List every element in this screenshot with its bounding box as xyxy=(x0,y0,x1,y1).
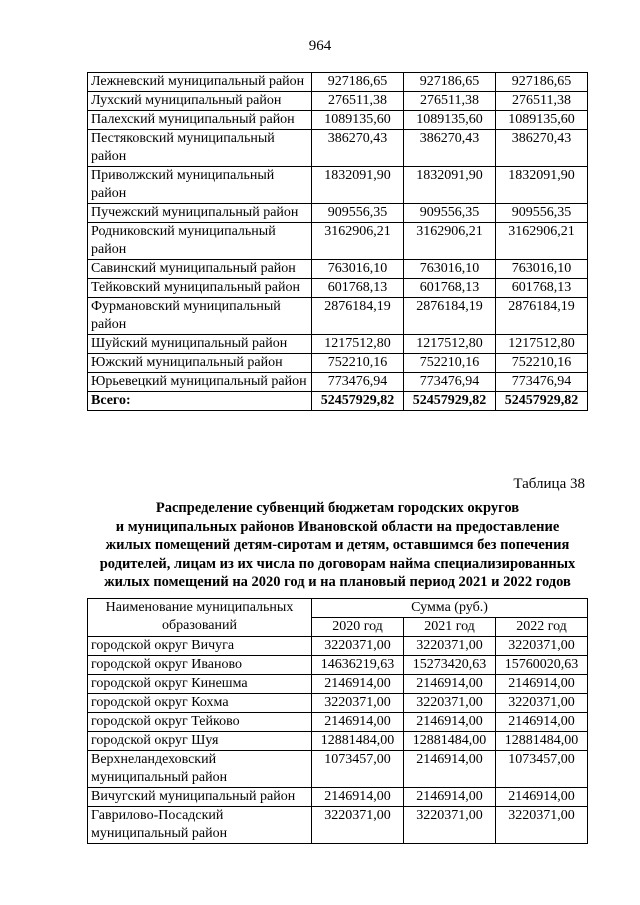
table-row xyxy=(88,130,588,167)
cell-name: Шуйский муниципальный район xyxy=(88,335,312,354)
table-title-line: Распределение субвенций бюджетам городских округов xyxy=(155,500,520,516)
cell-2021: 2146914,00 xyxy=(404,788,496,807)
table-title-line: родителей, лицам из их числа по договорам найма специализированных xyxy=(99,555,576,572)
cell-2021: 927186,65 xyxy=(404,73,496,92)
cell-name: Лежневский муниципальный район xyxy=(88,73,312,92)
table-row xyxy=(88,260,588,279)
table-row xyxy=(88,732,588,751)
cell-name: Гаврилово-Посадский муниципальный район xyxy=(88,807,312,844)
cell-name: городской округ Иваново xyxy=(88,656,312,675)
header-sum-column: Сумма (руб.) xyxy=(312,599,588,618)
table-row xyxy=(88,694,588,713)
cell-2022: 1832091,90 xyxy=(496,167,588,204)
cell-2022: 2876184,19 xyxy=(496,298,588,335)
table-row xyxy=(88,713,588,732)
cell-2022: 276511,38 xyxy=(496,92,588,111)
cell-2022: 3220371,00 xyxy=(496,694,588,713)
cell-2021: 909556,35 xyxy=(404,204,496,223)
cell-2021: 3220371,00 xyxy=(404,637,496,656)
page-number: 964 xyxy=(308,38,332,54)
housing-subventions-table xyxy=(87,598,588,844)
cell-2020: 12881484,00 xyxy=(312,732,404,751)
cell-2022: 386270,43 xyxy=(496,130,588,167)
cell-2022: 1073457,00 xyxy=(496,751,588,788)
total-row xyxy=(88,392,588,411)
cell-name: Тейковский муниципальный район xyxy=(88,279,312,298)
cell-name: городской округ Вичуга xyxy=(88,637,312,656)
cell-2022: 12881484,00 xyxy=(496,732,588,751)
header-year-2020: 2020 год xyxy=(312,618,404,637)
cell-2020: 1217512,80 xyxy=(312,335,404,354)
cell-2020: 2876184,19 xyxy=(312,298,404,335)
cell-2020: 3220371,00 xyxy=(312,694,404,713)
cell-2021: 3220371,00 xyxy=(404,694,496,713)
cell-2022: 3220371,00 xyxy=(496,637,588,656)
cell-2021: 1089135,60 xyxy=(404,111,496,130)
table-row xyxy=(88,204,588,223)
cell-2020: 276511,38 xyxy=(312,92,404,111)
cell-2022: 927186,65 xyxy=(496,73,588,92)
subsidies-table-continued xyxy=(87,72,588,411)
cell-2022: 909556,35 xyxy=(496,204,588,223)
cell-2021: 276511,38 xyxy=(404,92,496,111)
cell-name: Пучежский муниципальный район xyxy=(88,204,312,223)
table-row xyxy=(88,637,588,656)
cell-2020: 2146914,00 xyxy=(312,713,404,732)
cell-2021: 2876184,19 xyxy=(404,298,496,335)
cell-name: городской округ Шуя xyxy=(88,732,312,751)
cell-2022: 3162906,21 xyxy=(496,223,588,260)
cell-2020: 927186,65 xyxy=(312,73,404,92)
cell-name: Палехский муниципальный район xyxy=(88,111,312,130)
table-row xyxy=(88,373,588,392)
cell-2020: 1832091,90 xyxy=(312,167,404,204)
cell-2021: 1832091,90 xyxy=(404,167,496,204)
cell-2022: 3220371,00 xyxy=(496,807,588,844)
cell-2022: 752210,16 xyxy=(496,354,588,373)
table-caption: Таблица 38 xyxy=(513,476,585,492)
cell-2022: 15760020,63 xyxy=(496,656,588,675)
table-row xyxy=(88,807,588,844)
cell-2021: 12881484,00 xyxy=(404,732,496,751)
header-name-column: Наименование муниципальных образований xyxy=(88,599,312,637)
cell-2021: 1217512,80 xyxy=(404,335,496,354)
cell-2022: 1217512,80 xyxy=(496,335,588,354)
cell-2020: 601768,13 xyxy=(312,279,404,298)
cell-2022: 763016,10 xyxy=(496,260,588,279)
table-row xyxy=(88,788,588,807)
cell-2020: 3162906,21 xyxy=(312,223,404,260)
table-row xyxy=(88,167,588,204)
cell-2022: 2146914,00 xyxy=(496,788,588,807)
table-row xyxy=(88,675,588,694)
table-row xyxy=(88,298,588,335)
table-title-line: жилых помещений на 2020 год и на плановый период 2021 и 2022 годов xyxy=(104,574,571,590)
cell-2021: 2146914,00 xyxy=(404,713,496,732)
total-2020: 52457929,82 xyxy=(312,392,404,411)
table-title-line: и муниципальных районов Ивановской области на предоставление xyxy=(115,518,560,535)
total-label: Всего: xyxy=(88,392,312,411)
header-year-2021: 2021 год xyxy=(404,618,496,637)
table-row xyxy=(88,111,588,130)
table-row xyxy=(88,335,588,354)
cell-2021: 2146914,00 xyxy=(404,751,496,788)
total-2021: 52457929,82 xyxy=(404,392,496,411)
cell-name: Родниковский муниципальный район xyxy=(88,223,312,260)
cell-2020: 763016,10 xyxy=(312,260,404,279)
cell-name: Лухский муниципальный район xyxy=(88,92,312,111)
cell-2020: 773476,94 xyxy=(312,373,404,392)
table-row xyxy=(88,73,588,92)
cell-name: Приволжский муниципальный район xyxy=(88,167,312,204)
cell-2020: 909556,35 xyxy=(312,204,404,223)
cell-2020: 3220371,00 xyxy=(312,807,404,844)
cell-2020: 2146914,00 xyxy=(312,788,404,807)
table-row xyxy=(88,92,588,111)
header-year-2022: 2022 год xyxy=(496,618,588,637)
cell-2021: 752210,16 xyxy=(404,354,496,373)
table-title-line: жилых помещений детям-сиротам и детям, оставшимся без попечения xyxy=(105,537,570,553)
cell-2020: 386270,43 xyxy=(312,130,404,167)
cell-name: Савинский муниципальный район xyxy=(88,260,312,279)
cell-2021: 386270,43 xyxy=(404,130,496,167)
table-row xyxy=(88,354,588,373)
table-row xyxy=(88,223,588,260)
cell-2022: 2146914,00 xyxy=(496,713,588,732)
cell-name: городской округ Кохма xyxy=(88,694,312,713)
table-title xyxy=(80,499,595,592)
cell-2020: 2146914,00 xyxy=(312,675,404,694)
cell-name: Фурмановский муниципальный район xyxy=(88,298,312,335)
cell-2020: 1089135,60 xyxy=(312,111,404,130)
cell-2021: 773476,94 xyxy=(404,373,496,392)
cell-2021: 601768,13 xyxy=(404,279,496,298)
cell-2020: 752210,16 xyxy=(312,354,404,373)
cell-name: городской округ Тейково xyxy=(88,713,312,732)
cell-2022: 1089135,60 xyxy=(496,111,588,130)
cell-2022: 773476,94 xyxy=(496,373,588,392)
cell-name: городской округ Кинешма xyxy=(88,675,312,694)
cell-2022: 601768,13 xyxy=(496,279,588,298)
cell-2021: 763016,10 xyxy=(404,260,496,279)
cell-name: Вичугский муниципальный район xyxy=(88,788,312,807)
table-row xyxy=(88,751,588,788)
total-2022: 52457929,82 xyxy=(496,392,588,411)
cell-2021: 15273420,63 xyxy=(404,656,496,675)
table-row xyxy=(88,279,588,298)
cell-2022: 2146914,00 xyxy=(496,675,588,694)
cell-2020: 3220371,00 xyxy=(312,637,404,656)
cell-2021: 3162906,21 xyxy=(404,223,496,260)
cell-2020: 14636219,63 xyxy=(312,656,404,675)
cell-name: Юрьевецкий муниципальный район xyxy=(88,373,312,392)
cell-name: Пестяковский муниципальный район xyxy=(88,130,312,167)
table-row xyxy=(88,656,588,675)
cell-name: Верхнеландеховский муниципальный район xyxy=(88,751,312,788)
cell-2021: 2146914,00 xyxy=(404,675,496,694)
cell-2020: 1073457,00 xyxy=(312,751,404,788)
cell-name: Южский муниципальный район xyxy=(88,354,312,373)
cell-2021: 3220371,00 xyxy=(404,807,496,844)
